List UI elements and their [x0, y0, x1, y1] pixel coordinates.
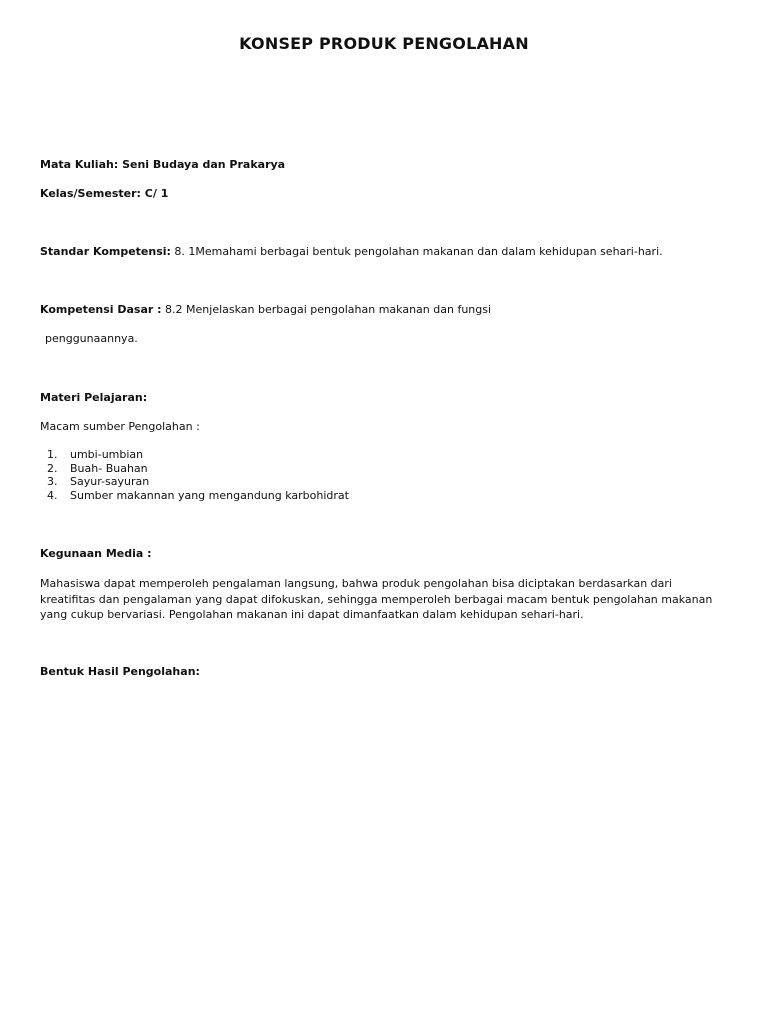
mata-kuliah-line: Mata Kuliah: Seni Budaya dan Prakarya [40, 158, 286, 171]
list-item: 3. Sayur-sayuran [47, 475, 150, 489]
kegunaan-heading: Kegunaan Media : [40, 547, 152, 560]
kompetensi-dasar-text: 8.2 Menjelaskan berbagai pengolahan makanan dan fungsi [161, 303, 492, 316]
kegunaan-paragraph: Mahasiswa dapat memperoleh pengalaman langsung, bahwa produk pengolahan bisa diciptakan berdasarkan dari kreatifitas dan pengalaman yang dapat difokuskan, sehingga memperoleh berbagai macam bentuk pengolahan makanan yang cukup bervariasi. Pengolahan makanan ini dapat dimanfaatkan dalam kehidupan sehari-hari. [40, 577, 713, 621]
kompetensi-dasar-continuation: penggunaannya. [45, 332, 138, 345]
kompetensi-dasar-line [40, 302, 491, 317]
document-title: KONSEP PRODUK PENGOLAHAN [239, 34, 529, 53]
materi-heading: Materi Pelajaran: [40, 391, 148, 404]
list-item: 2. Buah- Buahan [47, 461, 148, 475]
standar-kompetensi-line [40, 244, 663, 259]
materi-intro: Macam sumber Pengolahan : [40, 420, 200, 433]
standar-kompetensi-label: Standar Kompetensi: [40, 245, 171, 258]
kompetensi-dasar-label: Kompetensi Dasar : [40, 303, 162, 316]
list-item: 4. Sumber makannan yang mengandung karbohidrat [47, 489, 349, 503]
bentuk-heading: Bentuk Hasil Pengolahan: [40, 665, 200, 678]
standar-kompetensi-text: 8. 1Memahami berbagai bentuk pengolahan makanan dan dalam kehidupan sehari-hari. [170, 245, 663, 258]
list-item: 1. umbi-umbian [47, 448, 144, 461]
kelas-semester-line: Kelas/Semester: C/ 1 [40, 187, 169, 200]
materi-list [40, 448, 349, 503]
